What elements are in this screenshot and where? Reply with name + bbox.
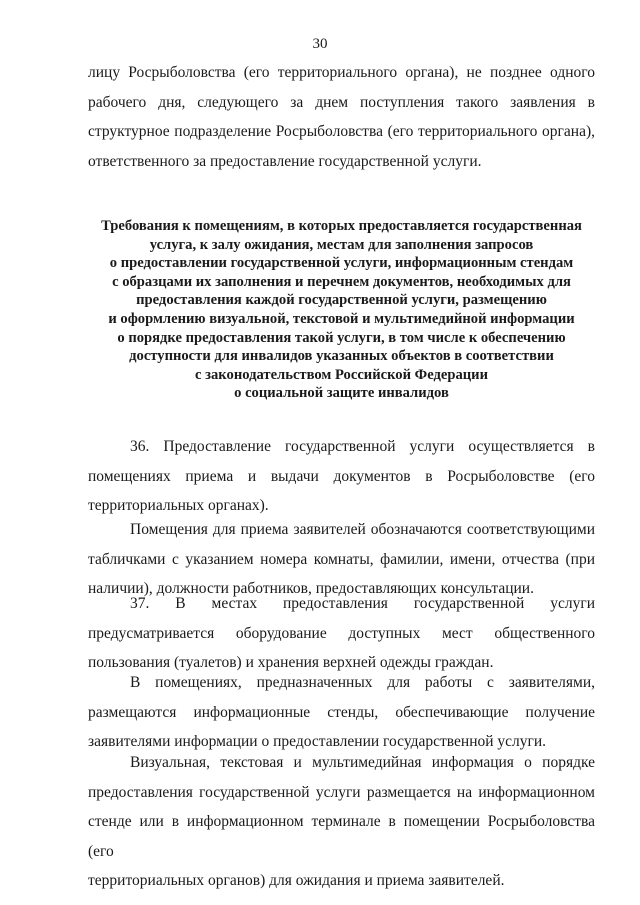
text-line: пользования (туалетов) и хранения верхней одежды граждан. xyxy=(88,654,494,671)
text-line: предусматривается оборудование доступных мест общественного xyxy=(88,624,595,642)
text-line: Помещения для приема заявителей обозначаются соответствующими xyxy=(130,521,595,538)
text-line: наличии), должности работников, предоставляющих консультации. xyxy=(88,580,534,597)
text-line: территориальных органов) для ожидания и приема заявителей. xyxy=(88,872,505,889)
paragraph-36 xyxy=(88,432,595,521)
paragraph-37 xyxy=(88,589,595,678)
heading-line: доступности для инвалидов указанных объектов в соответствии xyxy=(129,348,554,365)
heading-line: о социальной защите инвалидов xyxy=(234,385,449,402)
page-number: 30 xyxy=(312,36,328,52)
text-line: ответственного за предоставление государственной услуги. xyxy=(88,152,482,170)
text-line: территориальных органах). xyxy=(88,497,269,514)
heading-line: и оформлению визуальной, текстовой и мультимедийной информации xyxy=(108,310,575,327)
text-line: В помещениях, предназначенных для работы с заявителями, xyxy=(130,674,595,691)
text-line: помещениях приема и выдачи документов в Росрыболовстве (его xyxy=(88,467,595,485)
text-line: заявителями информации о предоставлении государственной услуги. xyxy=(88,733,547,750)
heading-line: о порядке предоставления такой услуги, в том числе к обеспечению xyxy=(117,329,566,346)
heading-line: о предоставлении государственной услуги, информационным стендам xyxy=(109,255,574,272)
text-line: структурное подразделение Росрыболовства (его территориального органа), xyxy=(88,123,595,140)
text-line: рабочего дня, следующего за днем поступления такого заявления в xyxy=(88,93,595,111)
heading-line: с законодательством Российской Федерации xyxy=(195,366,488,383)
text-line: 36. Предоставление государственной услуги осуществляется в xyxy=(130,438,595,455)
heading-line: с образцами их заполнения и перечнем документов, необходимых для xyxy=(112,273,571,290)
text-line: предоставления государственной услуги размещается на информационном xyxy=(88,783,595,801)
heading-line: Требования к помещениям, в которых предоставляется государственная xyxy=(101,218,582,234)
paragraph-info-stands xyxy=(88,668,595,757)
text-line: размещаются информационные стенды, обеспечивающие получение xyxy=(88,703,595,721)
section-heading xyxy=(88,217,595,403)
text-line: стенде или в информационном терминале в помещении Росрыболовства (его xyxy=(88,813,595,860)
text-line: Визуальная, текстовая и мультимедийная информация о порядке xyxy=(130,754,595,771)
text-line: лицу Росрыболовства (его территориального органа), не позднее одного xyxy=(88,64,595,81)
paragraph-multimedia-info xyxy=(88,748,595,896)
intro-paragraph xyxy=(88,58,595,176)
text-line: табличками с указанием номера комнаты, фамилии, имени, отчества (при xyxy=(88,550,595,568)
text-line: 37. В местах предоставления государственной услуги xyxy=(130,595,595,612)
heading-line: услуга, к залу ожидания, местам для заполнения запросов xyxy=(149,236,534,253)
heading-line: предоставления каждой государственной услуги, размещению xyxy=(136,292,547,309)
